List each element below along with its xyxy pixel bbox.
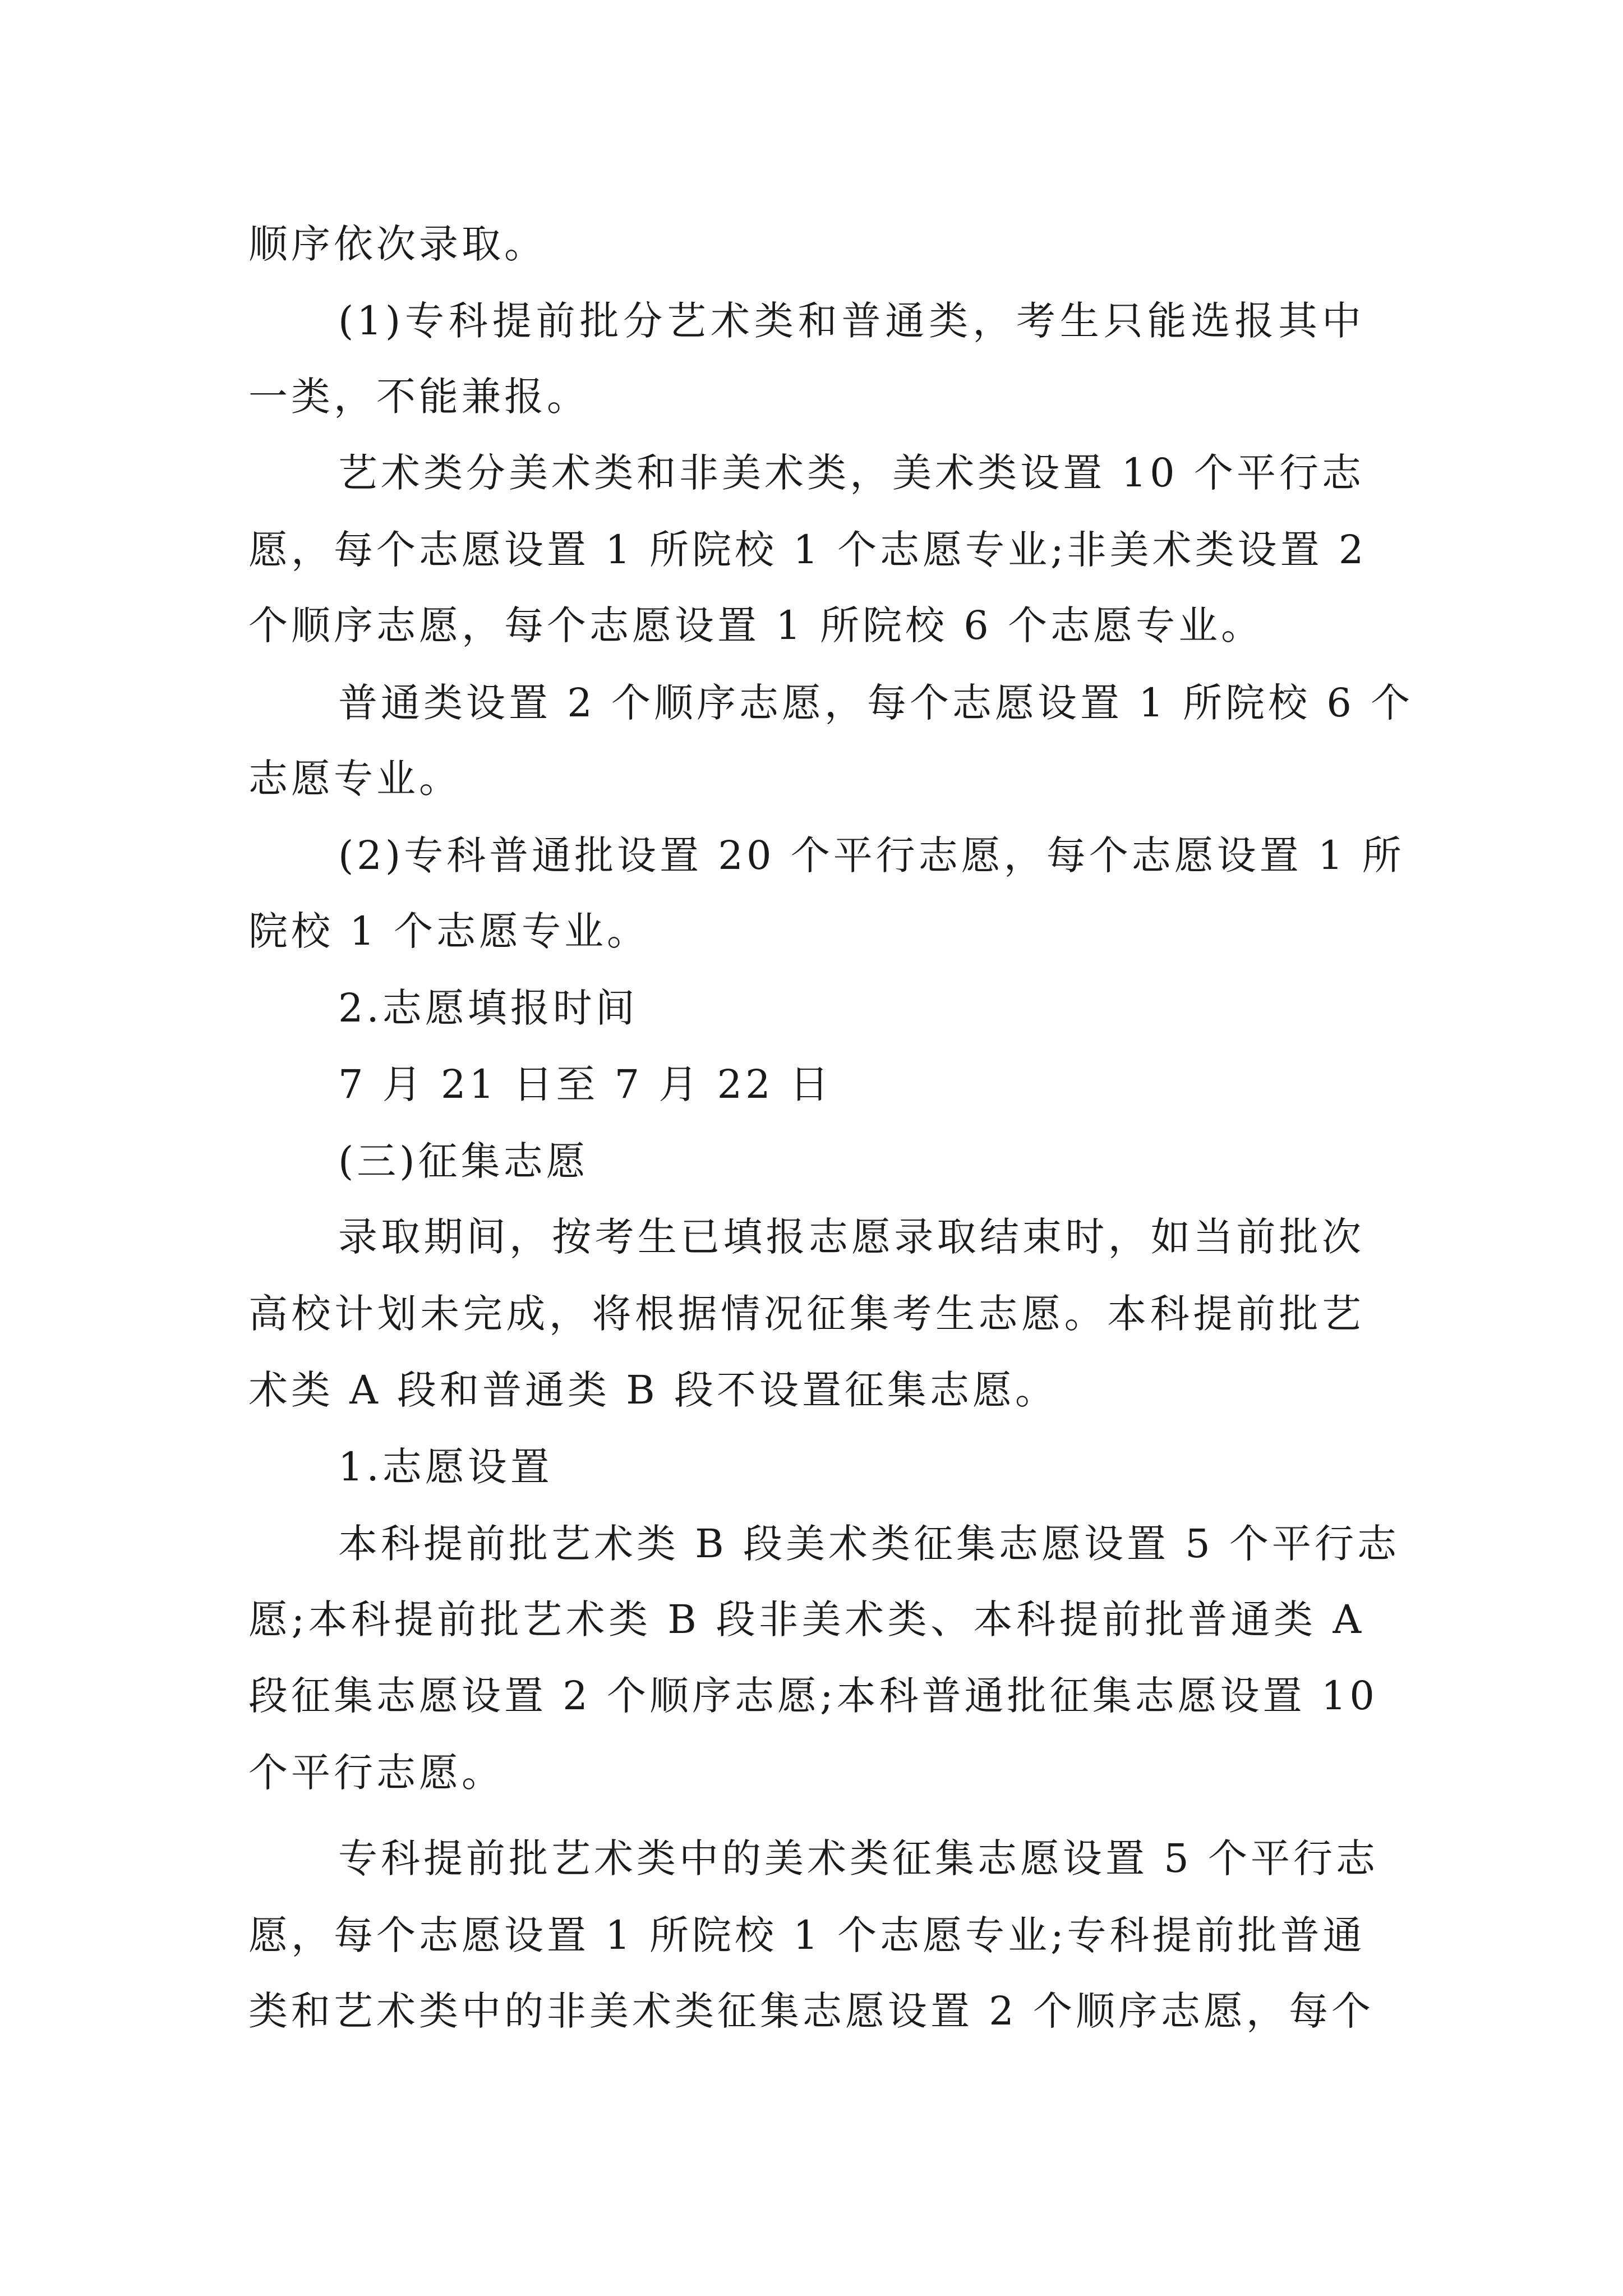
text-line-9: (2)专科普通批设置 20 个平行志愿，每个志愿设置 1 所	[338, 832, 1405, 878]
text-line-5: 愿，每个志愿设置 1 所院校 1 个志愿专业;非美术类设置 2	[248, 527, 1367, 573]
text-line-3: 一类，不能兼报。	[248, 374, 589, 420]
text-line-4: 艺术类分美术类和非美术类，美术类设置 10 个平行志	[338, 450, 1364, 496]
text-line-7: 普通类设置 2 个顺序志愿，每个志愿设置 1 所院校 6 个	[338, 680, 1414, 726]
text-line-20: 段征集志愿设置 2 个顺序志愿;本科普通批征集志愿设置 10	[248, 1673, 1378, 1719]
text-line-2: (1)专科提前批分艺术类和普通类，考生只能选报其中	[338, 298, 1364, 344]
text-line-8: 志愿专业。	[248, 756, 462, 802]
text-line-16: 术类 A 段和普通类 B 段不设置征集志愿。	[248, 1367, 1058, 1413]
text-line-12: 7 月 21 日至 7 月 22 日	[338, 1061, 832, 1107]
text-line-17: 1.志愿设置	[338, 1444, 553, 1490]
text-line-18: 本科提前批艺术类 B 段美术类征集志愿设置 5 个平行志	[338, 1521, 1400, 1567]
text-line-13: (三)征集志愿	[338, 1138, 589, 1184]
text-line-14: 录取期间，按考生已填报志愿录取结束时，如当前批次	[338, 1214, 1364, 1260]
text-line-6: 个顺序志愿，每个志愿设置 1 所院校 6 个志愿专业。	[248, 602, 1264, 648]
text-line-10: 院校 1 个志愿专业。	[248, 908, 650, 954]
text-line-19: 愿;本科提前批艺术类 B 段非美术类、本科提前批普通类 A	[248, 1596, 1364, 1642]
text-line-22: 专科提前批艺术类中的美术类征集志愿设置 5 个平行志	[338, 1835, 1379, 1881]
text-line-1: 顺序依次录取。	[248, 221, 547, 267]
text-line-11: 2.志愿填报时间	[338, 985, 638, 1031]
text-line-23: 愿，每个志愿设置 1 所院校 1 个志愿专业;专科提前批普通	[248, 1912, 1366, 1958]
text-line-21: 个平行志愿。	[248, 1750, 504, 1796]
text-line-15: 高校计划未完成，将根据情况征集考生志愿。本科提前批艺	[248, 1291, 1364, 1337]
text-line-24: 类和艺术类中的非美术类征集志愿设置 2 个顺序志愿，每个	[248, 1988, 1375, 2034]
